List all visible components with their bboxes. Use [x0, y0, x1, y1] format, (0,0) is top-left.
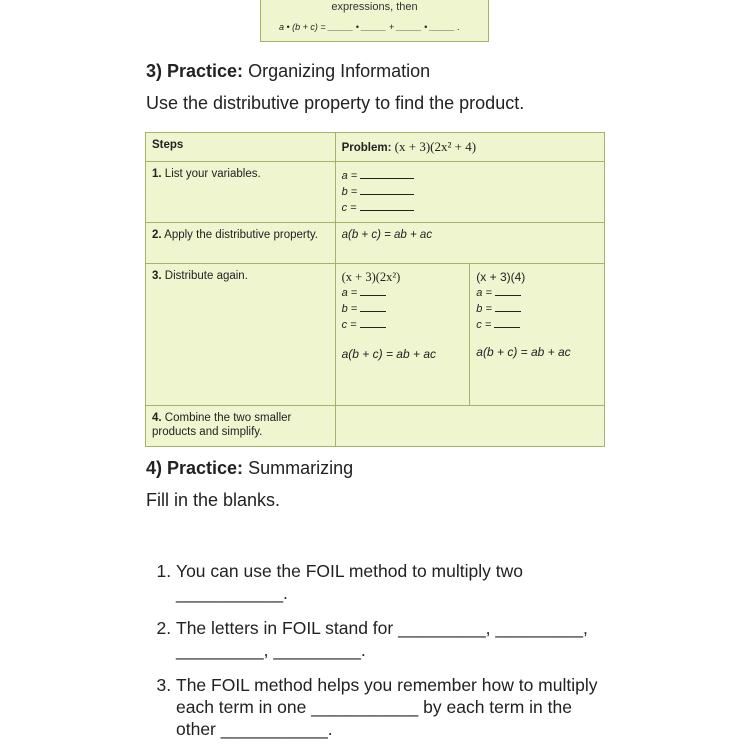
- answer-blank[interactable]: [360, 200, 414, 211]
- section3-instruction: Use the distributive property to find the product.: [146, 93, 525, 113]
- section4-number: 4) Practice:: [146, 458, 244, 478]
- variables-list: a = b = c =: [335, 162, 604, 223]
- steps-table: [145, 132, 605, 447]
- step-1: 1. List your variables.: [146, 162, 336, 223]
- section3-number: 3) Practice:: [146, 61, 244, 81]
- section3-title: Organizing Information: [248, 61, 431, 81]
- section4-title: Summarizing: [248, 458, 354, 478]
- section3-heading: [146, 61, 430, 82]
- answer-blank[interactable]: [495, 285, 521, 296]
- question-2: 2. The letters in FOIL stand for _________, _________, _________, _________.: [176, 617, 616, 661]
- answer-blank[interactable]: [360, 317, 386, 328]
- distribute-right: (x + 3)(4) a = b = c = a(b + c) = ab + ac: [470, 264, 605, 406]
- problem-label: Problem:: [341, 142, 392, 154]
- section4-heading: [146, 458, 353, 479]
- section4-instruction: Fill in the blanks.: [146, 490, 281, 510]
- steps-header: Steps: [146, 133, 336, 162]
- question-3: 3. The FOIL method helps you remember how to multiply each term in one ___________ by each term in the other ___________.: [176, 674, 616, 740]
- distributive-formula: a(b + c) = ab + ac: [335, 223, 604, 264]
- answer-blank[interactable]: [494, 317, 520, 328]
- property-box: [260, 0, 489, 42]
- answer-blank[interactable]: [495, 301, 521, 312]
- property-text: expressions, then: [331, 1, 418, 13]
- answer-blank[interactable]: [360, 168, 414, 179]
- answer-blank[interactable]: [360, 285, 386, 296]
- step-4: 4. Combine the two smaller products and simplify.: [146, 406, 336, 447]
- distribute-left: (x + 3)(2x²) a = b = c = a(b + c) = ab + ac: [335, 264, 470, 406]
- question-list: [146, 560, 616, 753]
- step-2: 2. Apply the distributive property.: [146, 223, 336, 264]
- step-3: 3. Distribute again.: [146, 264, 336, 406]
- problem-expression: (x + 3)(2x² + 4): [394, 139, 477, 154]
- property-formula: a • (b + c) = _____ • _____ + _____ • _____ .: [279, 22, 460, 32]
- answer-blank[interactable]: [360, 184, 414, 195]
- answer-blank[interactable]: [360, 301, 386, 312]
- problem-header: [335, 133, 604, 162]
- combine-answer-cell[interactable]: [335, 406, 604, 447]
- question-1: 1. You can use the FOIL method to multiply two ___________.: [176, 560, 616, 604]
